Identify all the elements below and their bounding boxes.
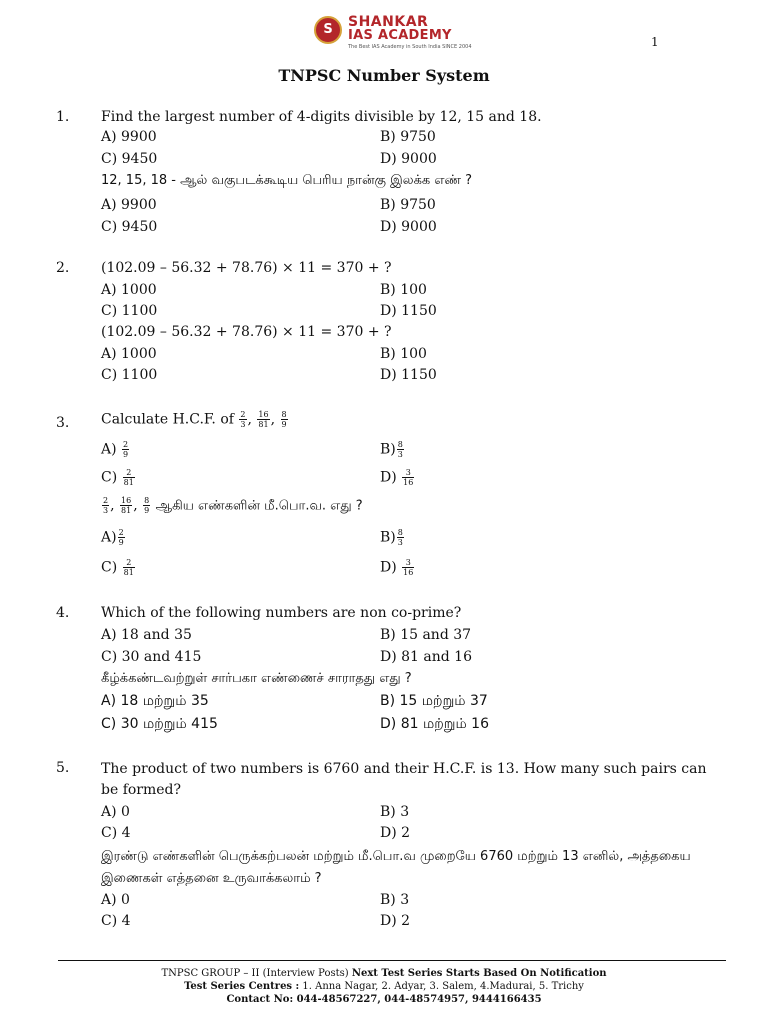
option-b: B) 3: [380, 804, 410, 820]
option-c-ta: C) 30 மற்றும் 415: [101, 716, 218, 732]
option-b: B) 9750: [380, 129, 436, 145]
question-text-en: Which of the following numbers are non co-prime?: [101, 605, 462, 621]
option-c: C) 1100: [101, 303, 158, 319]
question-text-en: Find the largest number of 4-digits divisible by 12, 15 and 18.: [101, 109, 542, 125]
footer-line1: [0, 968, 768, 979]
question-number: 4.: [56, 605, 70, 621]
logo-tagline: The Best IAS Academy in South India SINCE 2004: [348, 44, 472, 50]
option-d: D) 2: [380, 825, 411, 841]
footer-centres-list: 1. Anna Nagar, 2. Adyar, 3. Salem, 4.Madurai, 5. Trichy: [302, 981, 584, 992]
question-stem: Calculate H.C.F. of: [101, 411, 234, 428]
option-c: C) 30 and 415: [101, 649, 202, 665]
question-number: 2.: [56, 260, 70, 276]
option-d-ta: D) 2: [380, 913, 411, 929]
option-a: A) $\frac{2}{9}$: [101, 440, 129, 459]
option-d: D) 1150: [380, 303, 437, 319]
question-number: 5.: [56, 760, 70, 776]
option-b: B) 100: [380, 282, 427, 298]
footer-contact: Contact No: 044-48567227, 044-48574957, 9444166435: [226, 994, 542, 1005]
option-c-ta: C) 9450: [101, 219, 158, 235]
option-d-ta: D) $\frac{3}{16}$: [380, 558, 414, 577]
academy-seal-icon: S: [314, 16, 342, 44]
option-c-ta: C) 1100: [101, 367, 158, 383]
option-a: A) 0: [101, 804, 130, 820]
option-b-ta: B) $\frac{8}{3}$: [380, 528, 403, 547]
option-c-ta: C) 4: [101, 913, 131, 929]
option-b: B) $\frac{8}{3}$: [380, 440, 403, 459]
option-a: A) 18 and 35: [101, 627, 192, 643]
option-a: A) 1000: [101, 282, 157, 298]
footer-line2: [0, 981, 768, 992]
option-c: C) $\frac{2}{81}$: [101, 468, 134, 487]
option-a-ta: A) 0: [101, 892, 130, 908]
option-d: D) $\frac{3}{16}$: [380, 468, 414, 487]
option-a: A) 9900: [101, 129, 157, 145]
question-text-en: (102.09 – 56.32 + 78.76) × 11 = 370 + ?: [101, 260, 392, 276]
option-d-ta: D) 81 மற்றும் 16: [380, 716, 489, 732]
option-a-ta: A) 18 மற்றும் 35: [101, 693, 209, 709]
question-text-ta: $\frac{2}{3}$ , $\frac{16}{81}$ , $\frac{8}{9}$ ஆகிய எண்களின் மீ.பொ.வ. எது ?: [103, 496, 363, 515]
footer-centres-label: Test Series Centres :: [184, 981, 300, 992]
page-number: 1: [651, 35, 659, 49]
question-text-en: Calculate H.C.F. of $\frac{2}{3}$ , $\frac{16}{81}$ , $\frac{8}{9}$: [101, 410, 287, 429]
option-d-ta: D) 9000: [380, 219, 437, 235]
option-b-ta: B) 9750: [380, 197, 436, 213]
option-d: D) 9000: [380, 151, 437, 167]
option-c: C) 4: [101, 825, 131, 841]
question-text-en: The product of two numbers is 6760 and their H.C.F. is 13. How many such pairs can be formed?: [101, 761, 707, 798]
footer-exam-name: TNPSC GROUP – II (Interview Posts): [161, 968, 349, 979]
question-number: 3.: [56, 415, 70, 431]
option-b-ta: B) 3: [380, 892, 410, 908]
option-b: B) 15 and 37: [380, 627, 472, 643]
question-text-ta: கீழ்க்கண்டவற்றுள் சார்பகா எண்ணைச் சாராதது எது ?: [101, 671, 412, 686]
question-text-ta: (102.09 – 56.32 + 78.76) × 11 = 370 + ?: [101, 324, 392, 340]
fraction-2: $\frac{16}{81}$: [258, 410, 269, 429]
question-number: 1.: [56, 109, 70, 125]
logo-line1: SHANKAR: [348, 14, 429, 30]
option-c-ta: C) $\frac{2}{81}$: [101, 558, 134, 577]
fraction-3: $\frac{8}{9}$: [281, 410, 287, 429]
logo-line2: IAS ACADEMY: [348, 28, 452, 43]
option-d-ta: D) 1150: [380, 367, 437, 383]
option-d: D) 81 and 16: [380, 649, 472, 665]
question-text-ta: இரண்டு எண்களின் பெருக்கற்பலன் மற்றும் மீ.பொ.வ முறையே 6760 மற்றும் 13 எனில், அத்தகைய இணைகள் எத்தனை உருவாக்கலாம் ?: [101, 849, 691, 886]
academy-logo: [314, 14, 472, 50]
question-text-ta: 12, 15, 18 - ஆல் வகுபடக்கூடிய பெரிய நான்கு இலக்க எண் ?: [101, 173, 473, 188]
footer-divider: [58, 960, 726, 961]
footer-notice: Next Test Series Starts Based On Notification: [351, 968, 607, 979]
option-a-ta: A) 9900: [101, 197, 157, 213]
option-b-ta: B) 100: [380, 346, 427, 362]
option-a-ta: A) $\frac{2}{9}$: [101, 528, 124, 547]
fraction-1: $\frac{2}{3}$: [240, 410, 246, 429]
option-b-ta: B) 15 மற்றும் 37: [380, 693, 488, 709]
option-a-ta: A) 1000: [101, 346, 157, 362]
page-title: TNPSC Number System: [278, 66, 490, 85]
option-c: C) 9450: [101, 151, 158, 167]
